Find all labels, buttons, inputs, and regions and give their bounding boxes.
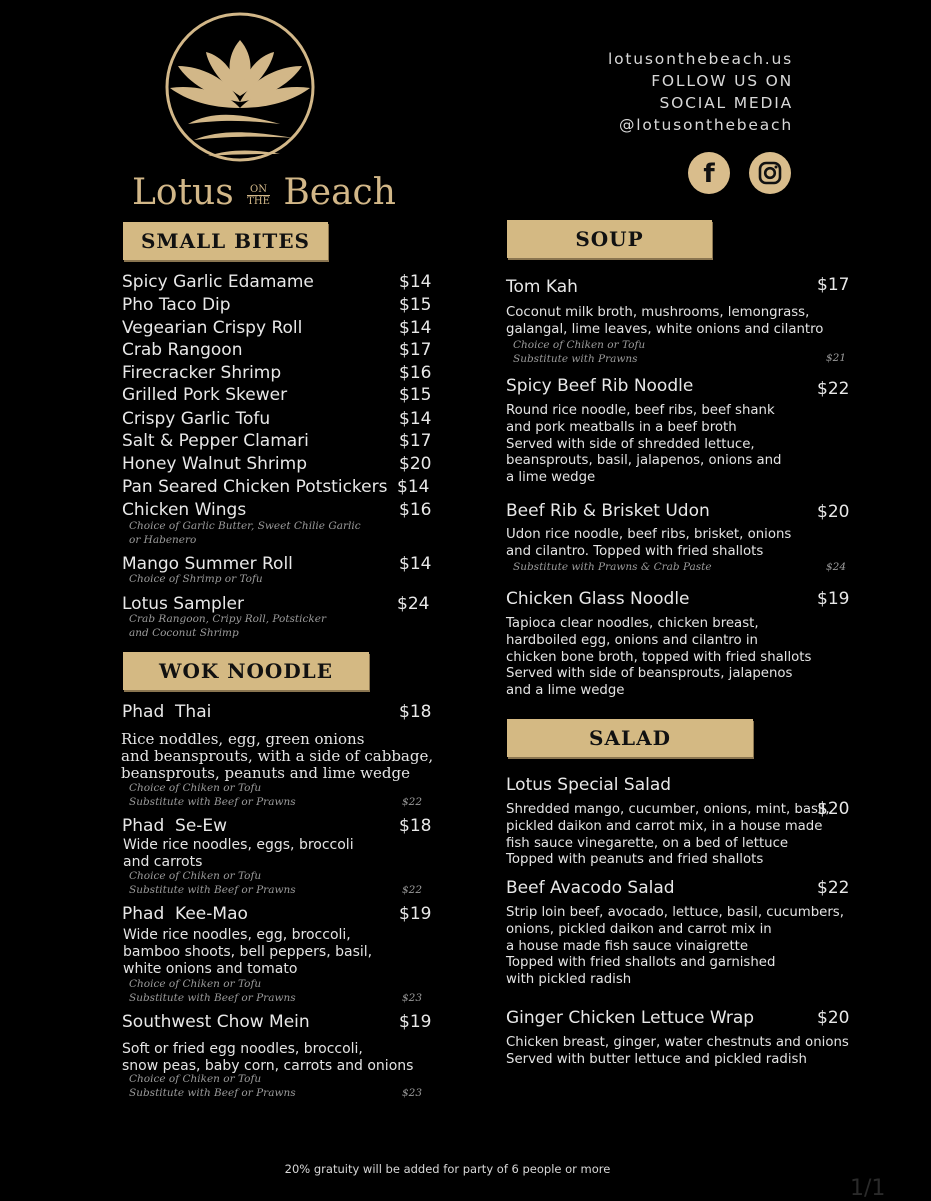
item-name: Crab Rangoon [122,340,243,360]
item-price: $14 [399,554,432,574]
item-desc: Strip loin beef, avocado, lettuce, basil, cucumbers, onions, pickled daikon and carrot mix in a house made fish sauce vinaigrette Topped with fried shallots and garnished with pickled radish [506,905,844,988]
item-price: $18 [399,702,432,722]
item-note: Choice of Chiken or Tofu Substitute with Beef or Prawns [129,1073,296,1099]
item-price: $14 [397,477,430,497]
item-name: Vegearian Crispy Roll [122,318,303,338]
item-name: Phad Thai [122,702,212,722]
item-desc: Wide rice noodles, eggs, broccoli and carrots [123,837,354,870]
facebook-icon[interactable] [688,152,730,194]
item-name: Lotus Special Salad [506,775,672,795]
item-price: $17 [399,340,432,360]
item-desc: Round rice noodle, beef ribs, beef shank and pork meatballs in a beef broth Served with side of shredded lettuce, beansprouts, basil, jalapenos, onions and a lime wedge [506,403,782,486]
item-name: Ginger Chicken Lettuce Wrap [506,1008,755,1028]
item-desc: Chicken breast, ginger, water chestnuts and onions Served with butter lettuce and pickled radish [506,1035,849,1067]
item-price: $14 [399,409,432,429]
item-price: $16 [399,363,432,383]
item-name: Honey Walnut Shrimp [122,454,307,474]
lotus-logo-icon [130,12,370,172]
item-name: Lotus Sampler [122,594,245,614]
item-note: Choice of Chiken or Tofu Substitute with Beef or Prawns [129,978,296,1004]
item-note-price: $22 [402,796,423,808]
item-note: Choice of Chiken or Tofu Substitute with Beef or Prawns [129,782,296,808]
item-price: $20 [817,799,850,819]
social-block [608,48,793,136]
item-name: Chicken Wings [122,500,247,520]
item-name: Spicy Beef Rib Noodle [506,376,694,396]
item-name: Beef Avacodo Salad [506,878,675,898]
small-bites-banner: SMALL BITES [123,222,328,260]
item-name: Mango Summer Roll [122,554,293,574]
logo [130,12,396,213]
item-desc: Tapioca clear noodles, chicken breast, hardboiled egg, onions and cilantro in chicken bone broth, topped with fried shallots Served with side of beansprouts, jalapenos and a lime wedge [506,616,812,699]
item-price: $19 [817,589,850,609]
follow-line-2: SOCIAL MEDIA [659,94,793,112]
item-name: Grilled Pork Skewer [122,385,288,405]
facebook-glyph: f [703,159,715,189]
item-price: $22 [817,878,850,898]
item-price: $20 [817,502,850,522]
item-price: $14 [399,272,432,292]
item-name: Pho Taco Dip [122,295,231,315]
item-note-price: $21 [826,352,847,364]
item-price: $20 [817,1008,850,1028]
item-desc: Wide rice noodles, egg, broccoli, bamboo shoots, bell peppers, basil, white onions and tomato [123,927,373,977]
item-note: Choice of Chiken or Tofu Substitute with Beef or Prawns [129,870,296,896]
item-name: Tom Kah [506,277,578,297]
item-price: $19 [399,1012,432,1032]
item-price: $19 [399,904,432,924]
item-price: $14 [399,318,432,338]
instagram-icon[interactable] [749,152,791,194]
item-note-price: $24 [826,561,847,573]
item-name: Firecracker Shrimp [122,363,282,383]
item-price: $22 [817,379,850,399]
item-price: $16 [399,500,432,520]
page-indicator: 1/1 [850,1176,886,1201]
item-desc: Coconut milk broth, mushrooms, lemongrass, galangal, lime leaves, white onions and cilantro [506,305,824,337]
brand-the: THE [247,195,270,207]
item-desc: Soft or fried egg noodles, broccoli, snow peas, baby corn, carrots and onions [122,1041,414,1074]
brand-name [132,172,396,213]
item-price: $18 [399,816,432,836]
brand-name-right: Beach [283,172,396,213]
item-price: $15 [399,385,432,405]
item-note: Choice of Garlic Butter, Sweet Chilie Garlic or Habenero [129,520,361,546]
social-handle[interactable]: @lotusonthebeach [618,116,793,134]
item-price: $17 [399,431,432,451]
item-price: $15 [399,295,432,315]
item-note-price: $23 [402,1087,423,1099]
item-price: $17 [817,275,850,295]
item-name: Chicken Glass Noodle [506,589,690,609]
item-desc: Rice noddles, egg, green onions and beansprouts, with a side of cabbage, beansprouts, peanuts and lime wedge [121,730,434,782]
item-note: Choice of Chiken or Tofu Substitute with Prawns [513,339,646,365]
item-name: Phad Kee-Mao [122,904,248,924]
soup-banner: SOUP [507,220,712,258]
instagram-glyph-icon [749,152,791,194]
item-note: Choice of Shrimp or Tofu [129,573,263,585]
brand-on: ON [247,184,270,196]
item-name: Beef Rib & Brisket Udon [506,501,710,521]
item-desc: Shredded mango, cucumber, onions, mint, basil, pickled daikon and carrot mix, in a house made fish sauce vinegarette, on a bed of lettuce Topped with peanuts and fried shallots [506,802,830,868]
gratuity-note: 20% gratuity will be added for party of 6 people or more [284,1162,611,1176]
wok-noodle-banner: WOK NOODLE [123,652,369,690]
item-note: Substitute with Prawns & Crab Paste [513,561,712,573]
item-name: Spicy Garlic Edamame [122,272,314,292]
item-note: Crab Rangoon, Cripy Roll, Potsticker and Coconut Shrimp [129,613,326,639]
item-name: Crispy Garlic Tofu [122,409,271,429]
item-note-price: $23 [402,992,423,1004]
salad-banner: SALAD [507,719,753,757]
item-desc: Udon rice noodle, beef ribs, brisket, onions and cilantro. Topped with fried shallots [506,527,792,559]
brand-name-on-the [247,184,270,207]
item-note-price: $22 [402,884,423,896]
item-name: Pan Seared Chicken Potstickers [122,477,388,497]
item-name: Southwest Chow Mein [122,1012,310,1032]
website-link[interactable]: lotusonthebeach.us [608,50,793,68]
follow-line-1: FOLLOW US ON [651,72,793,90]
item-name: Salt & Pepper Clamari [122,431,309,451]
item-name: Phad Se-Ew [122,816,228,836]
item-price: $20 [399,454,432,474]
item-price: $24 [397,594,430,614]
brand-name-left: Lotus [132,172,234,213]
